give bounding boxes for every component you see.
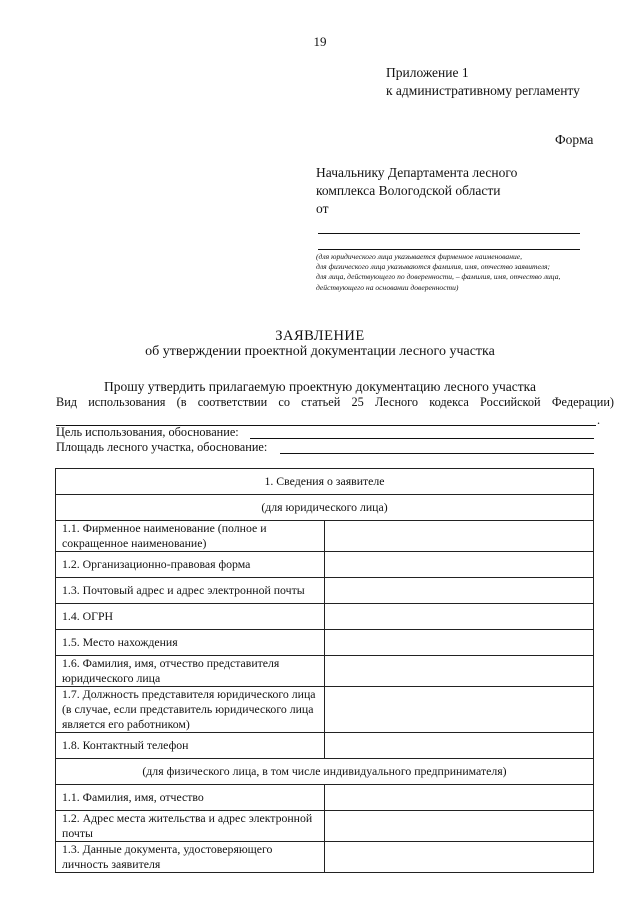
value-cell[interactable] [325, 578, 594, 604]
note-line-1: (для юридического лица указывается фирменное наименование, [316, 252, 523, 261]
request-text: Прошу утвердить прилагаемую проектную документацию лесного участка [103, 379, 536, 394]
row-label: 1.1. Фамилия, имя, отчество [56, 785, 325, 811]
table-row [56, 733, 594, 759]
document-subtitle: об утверждении проектной документации лесного участка [145, 344, 495, 359]
legal-entity-header: (для юридического лица) [56, 495, 594, 521]
table-row [56, 552, 594, 578]
row-label: 1.8. Контактный телефон [56, 733, 325, 759]
value-cell[interactable] [325, 733, 594, 759]
addressee-from: от [316, 201, 329, 216]
from-line-2 [318, 249, 580, 250]
form-label: Форма [555, 132, 594, 147]
table-subheader-row [56, 495, 594, 521]
table-row [56, 604, 594, 630]
row-label: 1.2. Адрес места жительства и адрес электронной почты [56, 811, 325, 842]
use-type-label: Вид использования (в соответствии со статьей 25 Лесного кодекса Российской Федерации) [56, 395, 614, 409]
page-number: 19 [313, 34, 327, 49]
area-line [280, 453, 594, 454]
note-line-3: для лица, действующего по доверенности, – фамилия, имя, отчество лица, [316, 272, 561, 282]
row-label: 1.6. Фамилия, имя, отчество представителя юридического лица [56, 656, 325, 687]
table-row [56, 687, 594, 733]
value-cell[interactable] [325, 630, 594, 656]
value-cell[interactable] [325, 521, 594, 552]
table-subheader-row [56, 759, 594, 785]
table-row [56, 521, 594, 552]
appendix-line-1: Приложение 1 [386, 65, 469, 80]
table-row [56, 630, 594, 656]
purpose-label: Цель использования, обоснование: [56, 425, 239, 439]
table-row [56, 785, 594, 811]
row-label: 1.7. Должность представителя юридического лица (в случае, если представитель юридического лица является его работником) [56, 687, 325, 733]
addressee-line-2: комплекса Вологодской области [316, 183, 501, 198]
value-cell[interactable] [325, 785, 594, 811]
addressee-line-1: Начальнику Департамента лесного [316, 165, 518, 180]
table-section-row [56, 469, 594, 495]
value-cell[interactable] [325, 842, 594, 873]
appendix-line-2: к административному регламенту [386, 83, 580, 98]
row-label: 1.3. Почтовый адрес и адрес электронной почты [56, 578, 325, 604]
applicant-note [316, 252, 596, 293]
value-cell[interactable] [325, 656, 594, 687]
table-row [56, 578, 594, 604]
row-label: 1.2. Организационно-правовая форма [56, 552, 325, 578]
table-row [56, 811, 594, 842]
value-cell[interactable] [325, 604, 594, 630]
area-label: Площадь лесного участка, обоснование: [56, 440, 268, 454]
note-line-2: для физического лица указываются фамилия, имя, отчество заявителя; [316, 262, 551, 272]
addressee-block [316, 164, 517, 218]
row-label: 1.3. Данные документа, удостоверяющего личность заявителя [56, 842, 325, 873]
purpose-line [250, 438, 594, 439]
note-line-4: действующего на основании доверенности) [316, 282, 459, 292]
from-line-1 [318, 233, 580, 234]
row-label: 1.1. Фирменное наименование (полное и сокращенное наименование) [56, 521, 325, 552]
applicant-info-table [55, 468, 594, 873]
value-cell[interactable] [325, 552, 594, 578]
value-cell[interactable] [325, 687, 594, 733]
appendix-heading [386, 64, 580, 100]
document-title: ЗАЯВЛЕНИЕ [275, 328, 365, 344]
use-type-dot: . [597, 413, 601, 427]
section-title: 1. Сведения о заявителе [56, 469, 594, 495]
row-label: 1.4. ОГРН [56, 604, 325, 630]
table-row [56, 656, 594, 687]
individual-header: (для физического лица, в том числе индивидуального предпринимателя) [56, 759, 594, 785]
row-label: 1.5. Место нахождения [56, 630, 325, 656]
table-row [56, 842, 594, 873]
value-cell[interactable] [325, 811, 594, 842]
